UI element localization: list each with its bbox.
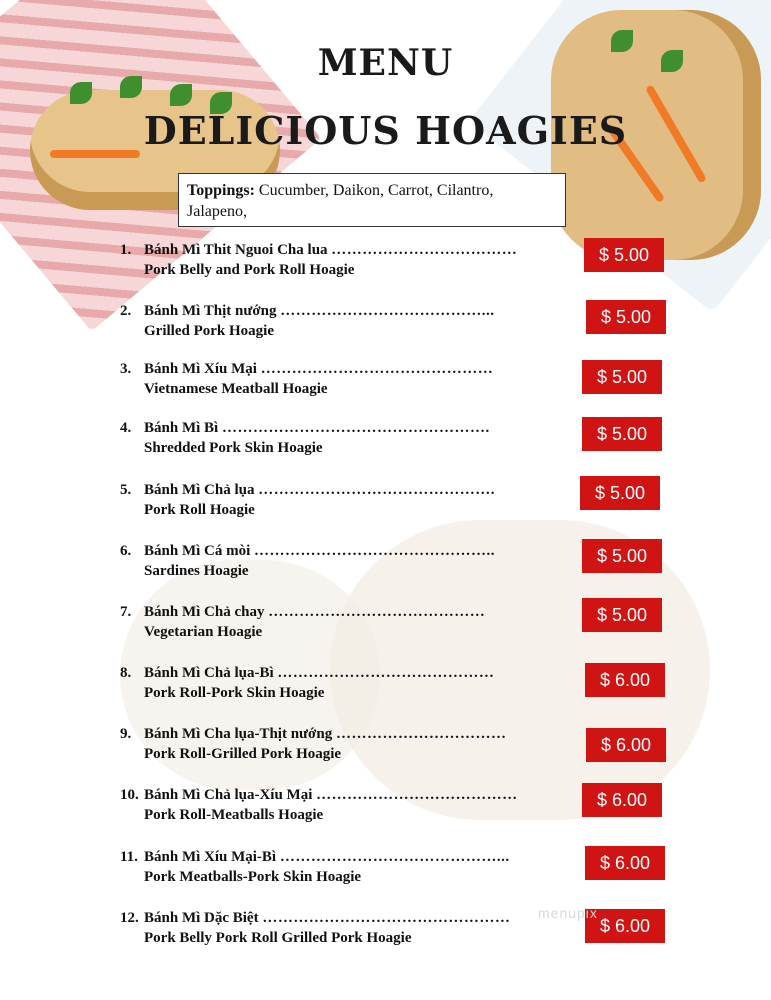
item-number: 8. bbox=[120, 665, 132, 681]
item-name bbox=[144, 543, 570, 560]
item-leader: ……………………………………….. bbox=[254, 543, 496, 559]
toppings-box bbox=[178, 173, 566, 227]
price-badge: $ 5.00 bbox=[582, 598, 662, 632]
item-name-text: Bánh Mì Thịt nướng bbox=[144, 303, 277, 319]
item-number: 10. bbox=[120, 787, 139, 803]
item-name-text: Bánh Mì Dặc Biệt bbox=[144, 910, 259, 926]
item-number: 5. bbox=[120, 482, 132, 498]
item-description: Sardines Hoagie bbox=[144, 563, 249, 579]
price-badge: $ 6.00 bbox=[582, 783, 662, 817]
item-name-text: Bánh Mì Chả lụa-Bì bbox=[144, 665, 274, 681]
item-leader: …………………………………… bbox=[277, 665, 495, 681]
price-badge: $ 6.00 bbox=[585, 846, 665, 880]
item-name bbox=[144, 849, 570, 866]
item-leader: ………………………………… bbox=[316, 787, 518, 803]
item-name bbox=[144, 910, 570, 927]
toppings-text: Cucumber, Daikon, Carrot, Cilantro, Jalapeno, bbox=[187, 182, 494, 220]
item-name bbox=[144, 482, 570, 499]
price-badge: $ 5.00 bbox=[584, 238, 664, 272]
item-number: 12. bbox=[120, 910, 139, 926]
item-name-text: Bánh Mì Chả lụa bbox=[144, 482, 255, 498]
menu-item-6 bbox=[120, 543, 648, 587]
cilantro-icon bbox=[70, 82, 92, 104]
item-leader: …………………………………… bbox=[268, 604, 486, 620]
item-name bbox=[144, 361, 570, 378]
menu-item-1 bbox=[120, 242, 650, 286]
price-badge: $ 5.00 bbox=[580, 476, 660, 510]
item-description: Pork Belly and Pork Roll Hoagie bbox=[144, 262, 355, 278]
menu-item-7 bbox=[120, 604, 648, 648]
item-description: Pork Belly Pork Roll Grilled Pork Hoagie bbox=[144, 930, 412, 946]
item-description: Pork Meatballs-Pork Skin Hoagie bbox=[144, 869, 362, 885]
price-badge: $ 5.00 bbox=[586, 300, 666, 334]
price-badge: $ 5.00 bbox=[582, 360, 662, 394]
price-badge: $ 5.00 bbox=[582, 417, 662, 451]
price-badge: $ 6.00 bbox=[586, 728, 666, 762]
item-description: Pork Roll-Meatballs Hoagie bbox=[144, 807, 324, 823]
price-badge: $ 6.00 bbox=[585, 663, 665, 697]
item-description: Grilled Pork Hoagie bbox=[144, 323, 274, 339]
item-number: 4. bbox=[120, 420, 132, 436]
item-name-text: Bánh Mì Chả lụa-Xíu Mại bbox=[144, 787, 313, 803]
toppings-label: Toppings: bbox=[187, 182, 255, 199]
menu-item-3 bbox=[120, 361, 648, 405]
item-description: Shredded Pork Skin Hoagie bbox=[144, 440, 323, 456]
item-name bbox=[144, 604, 570, 621]
item-leader: ……………………………………… bbox=[260, 361, 494, 377]
item-name bbox=[144, 420, 570, 437]
item-description: Pork Roll Hoagie bbox=[144, 502, 255, 518]
item-name-text: Bánh Mì Cá mòi bbox=[144, 543, 251, 559]
item-name-text: Bánh Mì Chả chay bbox=[144, 604, 265, 620]
price-badge: $ 6.00 bbox=[585, 909, 665, 943]
item-leader: …………………………………... bbox=[280, 303, 495, 319]
watermark-text: menupix bbox=[538, 905, 598, 921]
item-number: 9. bbox=[120, 726, 132, 742]
menu-item-2 bbox=[120, 303, 652, 347]
item-number: 3. bbox=[120, 361, 132, 377]
price-badge: $ 5.00 bbox=[582, 539, 662, 573]
menu-item-11 bbox=[120, 849, 651, 893]
item-name-text: Bánh Mì Cha lụa-Thịt nướng bbox=[144, 726, 333, 742]
item-name-text: Bánh Mì Thit Nguoi Cha lua bbox=[144, 242, 328, 258]
menu-item-8 bbox=[120, 665, 651, 709]
item-leader: …………………………… bbox=[335, 726, 507, 742]
item-name bbox=[144, 726, 570, 743]
item-name-text: Bánh Mì Xíu Mại-Bì bbox=[144, 849, 277, 865]
item-name bbox=[144, 665, 570, 682]
cilantro-icon bbox=[170, 84, 192, 106]
item-leader: ………………………………………. bbox=[258, 482, 495, 498]
item-name bbox=[144, 303, 570, 320]
page-title: MENU bbox=[317, 42, 454, 84]
item-name-text: Bánh Mì Xíu Mại bbox=[144, 361, 257, 377]
item-number: 11. bbox=[120, 849, 138, 865]
item-leader: ………………………………………… bbox=[262, 910, 511, 926]
menu-item-9 bbox=[120, 726, 652, 770]
item-name bbox=[144, 242, 570, 259]
item-leader: ……………………………… bbox=[331, 242, 518, 258]
menu-item-4 bbox=[120, 420, 648, 464]
item-number: 1. bbox=[120, 242, 132, 258]
item-number: 6. bbox=[120, 543, 132, 559]
item-name bbox=[144, 787, 570, 804]
item-leader: ……………………………………………. bbox=[221, 420, 490, 436]
item-description: Vegetarian Hoagie bbox=[144, 624, 263, 640]
item-leader: ……………………………………... bbox=[279, 849, 510, 865]
item-number: 2. bbox=[120, 303, 132, 319]
page-subtitle: DELICIOUS HOAGIES bbox=[143, 108, 628, 153]
item-description: Vietnamese Meatball Hoagie bbox=[144, 381, 328, 397]
item-description: Pork Roll-Pork Skin Hoagie bbox=[144, 685, 325, 701]
item-number: 7. bbox=[120, 604, 132, 620]
menu-item-5 bbox=[120, 482, 646, 526]
item-description: Pork Roll-Grilled Pork Hoagie bbox=[144, 746, 342, 762]
menu-item-10 bbox=[120, 787, 648, 831]
item-name-text: Bánh Mì Bì bbox=[144, 420, 219, 436]
